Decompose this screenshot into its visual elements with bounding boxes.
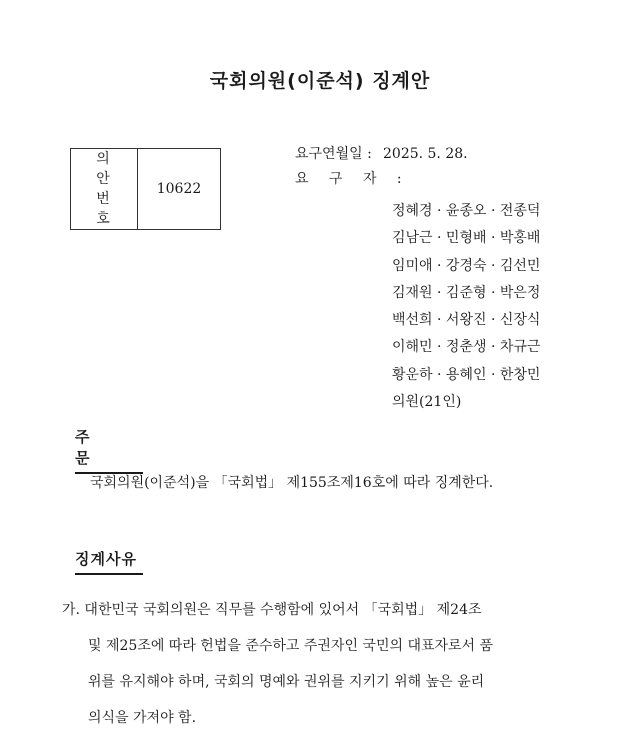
request-date-label: 요구연월일 :	[295, 146, 372, 162]
reason-line: 위를 유지해야 하며, 국회의 명예와 권위를 지키기 위해 높은 윤리	[88, 674, 485, 690]
bill-number-value: 10622	[138, 149, 221, 230]
bill-number-box	[70, 148, 221, 230]
proposer-list	[392, 198, 540, 416]
reason-heading: 징계사유	[75, 548, 143, 575]
proposer-line: 김재원 · 김준형 · 박은정	[392, 284, 541, 301]
proposer-line: 정혜경 · 윤종오 · 전종덕	[392, 203, 541, 219]
proposer-line: 황운하 · 용혜인 · 한창민	[392, 366, 541, 383]
bill-number-label: 의 안 번 호	[71, 149, 138, 230]
proposer-label: 요 구 자 :	[295, 171, 410, 187]
reason-line: 가. 대한민국 국회의원은 직무를 수행함에 있어서 「국회법」 제24조	[62, 602, 482, 618]
document-title: 국회의원(이준석) 징계안	[209, 70, 431, 92]
proposer-count: 의원(21인)	[392, 394, 462, 411]
reason-paragraph	[62, 592, 493, 736]
order-text: 국회의원(이준석)을 「국회법」 제155조제16호에 따라 징계한다.	[90, 475, 494, 491]
proposer-row	[295, 167, 468, 192]
proposer-line: 임미애 · 강경숙 · 김선민	[392, 257, 541, 274]
order-heading: 주 문	[75, 426, 143, 474]
request-date-row	[295, 142, 468, 167]
reason-line: 및 제25조에 따라 헌법을 준수하고 주권자인 국민의 대표자로서 품	[88, 638, 494, 654]
reason-line: 의식을 가져야 함.	[88, 710, 197, 726]
request-meta	[295, 142, 468, 192]
proposer-line: 이해민 · 정춘생 · 차규근	[392, 339, 541, 356]
proposer-line: 백선희 · 서왕진 · 신장식	[392, 312, 541, 329]
proposer-line: 김남근 · 민형배 · 박홍배	[392, 230, 541, 247]
request-date-value: 2025. 5. 28.	[383, 146, 468, 162]
